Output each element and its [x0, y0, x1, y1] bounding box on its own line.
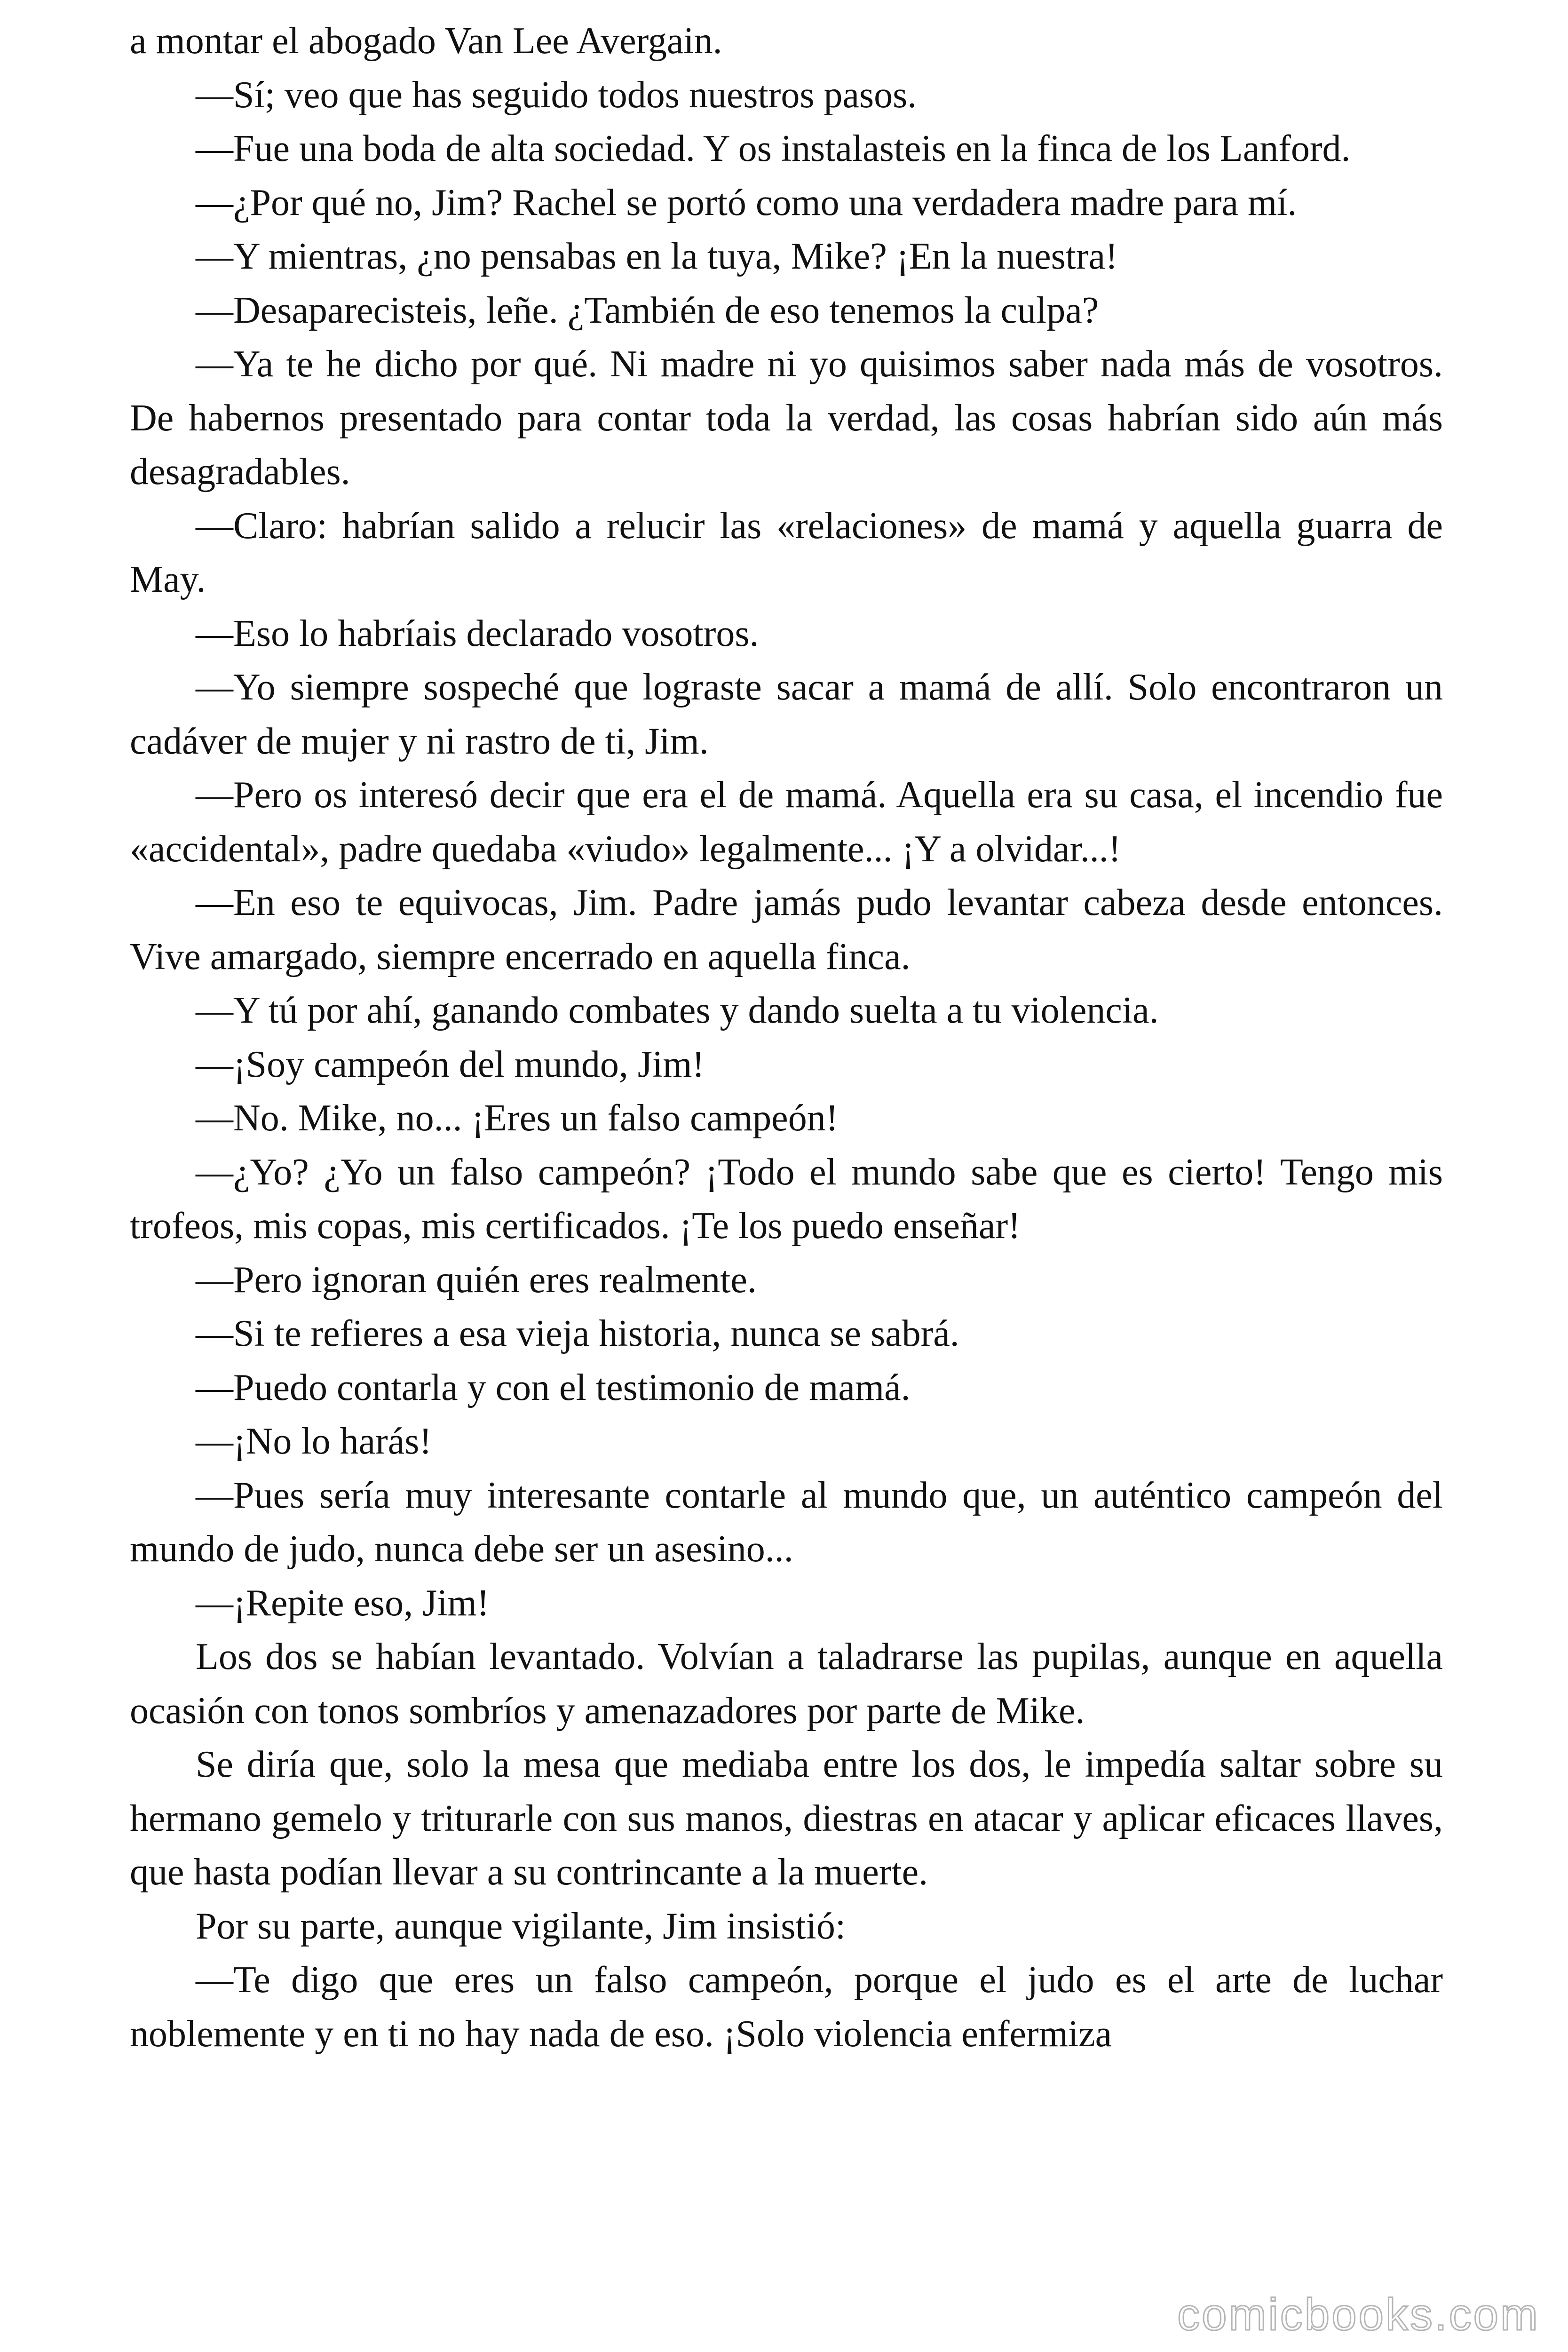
- paragraph: Por su parte, aunque vigilante, Jim insistió:: [196, 1905, 846, 1947]
- paragraph: —Sí; veo que has seguido todos nuestros pasos.: [196, 74, 917, 116]
- paragraph: —Claro: habrían salido a relucir las «relaciones» de mamá y aquella guarra de May.: [130, 505, 1443, 600]
- watermark-logo: comicbooks.com: [1177, 2289, 1540, 2340]
- paragraph: —Fue una boda de alta sociedad. Y os instalasteis en la finca de los Lanford.: [196, 128, 1351, 169]
- paragraph: Se diría que, solo la mesa que mediaba entre los dos, le impedía saltar sobre su hermano gemelo y triturarle con sus manos, diestras en atacar y aplicar eficaces llaves, que hasta podían llevar a su contrincante a la muerte.: [130, 1744, 1443, 1893]
- paragraph: —En eso te equivocas, Jim. Padre jamás pudo levantar cabeza desde entonces. Vive amargado, siempre encerrado en aquella finca.: [130, 882, 1443, 977]
- paragraph: a montar el abogado Van Lee Avergain.: [130, 20, 722, 62]
- paragraph: —Pero os interesó decir que era el de mamá. Aquella era su casa, el incendio fue «accidental», padre quedaba «viudo» legalmente... ¡Y a olvidar...!: [130, 774, 1443, 870]
- paragraph: —Puedo contarla y con el testimonio de mamá.: [196, 1367, 911, 1408]
- paragraph: —Pues sería muy interesante contarle al mundo que, un auténtico campeón del mundo de judo, nunca debe ser un asesino...: [130, 1474, 1443, 1570]
- paragraph: —¡No lo harás!: [196, 1421, 432, 1462]
- paragraph: —Pero ignoran quién eres realmente.: [196, 1259, 757, 1301]
- paragraph: —¿Por qué no, Jim? Rachel se portó como una verdadera madre para mí.: [196, 182, 1297, 223]
- paragraph: —No. Mike, no... ¡Eres un falso campeón!: [196, 1097, 839, 1139]
- paragraph: Los dos se habían levantado. Volvían a taladrarse las pupilas, aunque en aquella ocasión con tonos sombríos y amenazadores por parte de Mike.: [130, 1636, 1443, 1732]
- paragraph: —Te digo que eres un falso campeón, porque el judo es el arte de luchar noblemente y en ti no hay nada de eso. ¡Solo violencia enfermiza: [130, 1959, 1443, 2055]
- paragraph: —¿Yo? ¿Yo un falso campeón? ¡Todo el mundo sabe que es cierto! Tengo mis trofeos, mis copas, mis certificados. ¡Te los puedo enseñar!: [130, 1151, 1443, 1247]
- paragraph: —¡Repite eso, Jim!: [196, 1582, 490, 1624]
- paragraph: —¡Soy campeón del mundo, Jim!: [196, 1043, 705, 1085]
- paragraph: —Desaparecisteis, leñe. ¿También de eso tenemos la culpa?: [196, 289, 1099, 331]
- paragraph: —Ya te he dicho por qué. Ni madre ni yo quisimos saber nada más de vosotros. De habernos presentado para contar toda la verdad, las cosas habrían sido aún más desagradables.: [130, 343, 1443, 493]
- paragraph: —Y mientras, ¿no pensabas en la tuya, Mike? ¡En la nuestra!: [196, 236, 1118, 277]
- body-text: [130, 14, 1443, 2061]
- paragraph: —Y tú por ahí, ganando combates y dando suelta a tu violencia.: [196, 990, 1159, 1031]
- paragraph: —Si te refieres a esa vieja historia, nunca se sabrá.: [196, 1313, 959, 1354]
- paragraph: —Yo siempre sospeché que lograste sacar a mamá de allí. Solo encontraron un cadáver de mujer y ni rastro de ti, Jim.: [130, 667, 1443, 762]
- paragraph: —Eso lo habríais declarado vosotros.: [196, 612, 759, 654]
